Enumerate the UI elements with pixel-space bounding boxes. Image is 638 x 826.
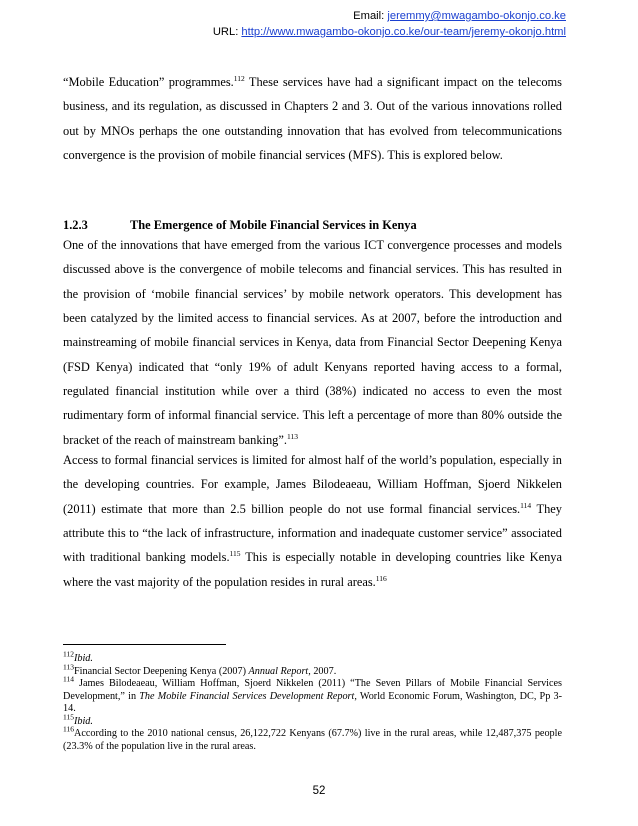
paragraph-emergence: One of the innovations that have emerged from the various ICT convergence processes and models discussed above is the convergence of mobile telecoms and financial services. This has resulted in the provision of ‘mobile financial services’ by mobile network operators. This development has been catalyzed by the limited access to financial services. As at 2007, before the introduction and mainstreaming of mobile financial services in Kenya, data from Financial Sector Deepening Kenya (FSD Kenya) indicated that “only 19% of adult Kenyans reported having access to a formal, regulated financial institution while over a third (38%) indicated no access to even the most rudimentary form of informal financial service. This left a percentage of more than 80% outside the bracket of the reach of mainstream banking”.$^{113}$ xyxy=(63,238,562,447)
paragraph-intro: “Mobile Education” programmes.$^{112}$ These services have had a significant impact on the telecoms business, and its regulation, as discussed in Chapters 2 and 3. Out of the various innovations rolled out by MNOs perhaps the one outstanding innovation that has evolved from telecommunications convergence is the provision of mobile financial services (MFS). This is explored below. xyxy=(63,73,562,163)
footnote-ref-112: 112 xyxy=(233,73,245,83)
url-link[interactable]: http://www.mwagambo-okonjo.co.ke/our-team/jeremy-okonjo.html xyxy=(241,26,566,38)
page-number: 52 xyxy=(312,785,326,797)
footnote-ref-114: 114 xyxy=(520,500,532,510)
paragraph-access-block xyxy=(63,448,562,594)
header-url-line xyxy=(213,24,566,41)
paragraph-access: Access to formal financial services is limited for almost half of the world’s population, especially in the developing countries. For example, James Bilodeaeau, William Hoffman, Sjoerd Nikkelen (2011) estimate that more than 2.5 billion people do not use formal financial services.$^{114}$ They attribute this to “the lack of infrastructure, information and inadequate customer service” associated with traditional banking models.$^{115}$ This is especially notable in developing countries like Kenya where the vast majority of the population resides in rural areas.$^{116}$ xyxy=(63,453,562,589)
footnote-ref-113: 113 xyxy=(286,431,298,441)
section-heading-block xyxy=(63,215,562,235)
paragraph-intro-block xyxy=(63,70,562,167)
footnotes xyxy=(63,649,562,753)
paragraph-emergence-block xyxy=(63,233,562,452)
footnote-115: $^{115}$Ibid. xyxy=(63,712,93,727)
footnote-divider xyxy=(63,644,226,645)
section-heading xyxy=(63,215,562,235)
section-title: The Emergence of Mobile Financial Services in Kenya xyxy=(130,218,417,232)
footnote-114: $^{114}$ James Bilodeaeau, William Hoffman, Sjoerd Nikkelen (2011) “The Seven Pillars of Mobile Financial Services Development,” in The Mobile Financial Services Development Report, World Economic Forum, Washington, DC, Pp 3-14. xyxy=(63,674,562,714)
email-link[interactable]: jeremmy@mwagambo-okonjo.co.ke xyxy=(387,10,566,22)
url-label: URL: xyxy=(212,26,239,38)
footnote-112: $^{112}$Ibid. xyxy=(63,649,93,664)
footnote-113: $^{113}$Financial Sector Deepening Kenya (2007) Annual Report, 2007. xyxy=(63,662,337,677)
footnote-116: $^{116}$According to the 2010 national census, 26,122,722 Kenyans (67.7%) live in the rural areas, while 12,487,375 people (23.3% of the population live in the rural areas. xyxy=(63,724,562,752)
email-label: Email: xyxy=(353,10,385,22)
footnote-ref-116: 116 xyxy=(375,573,387,583)
section-number: 1.2.3 xyxy=(63,218,88,232)
header-email-line xyxy=(353,8,566,25)
footnote-ref-115: 115 xyxy=(229,549,241,559)
